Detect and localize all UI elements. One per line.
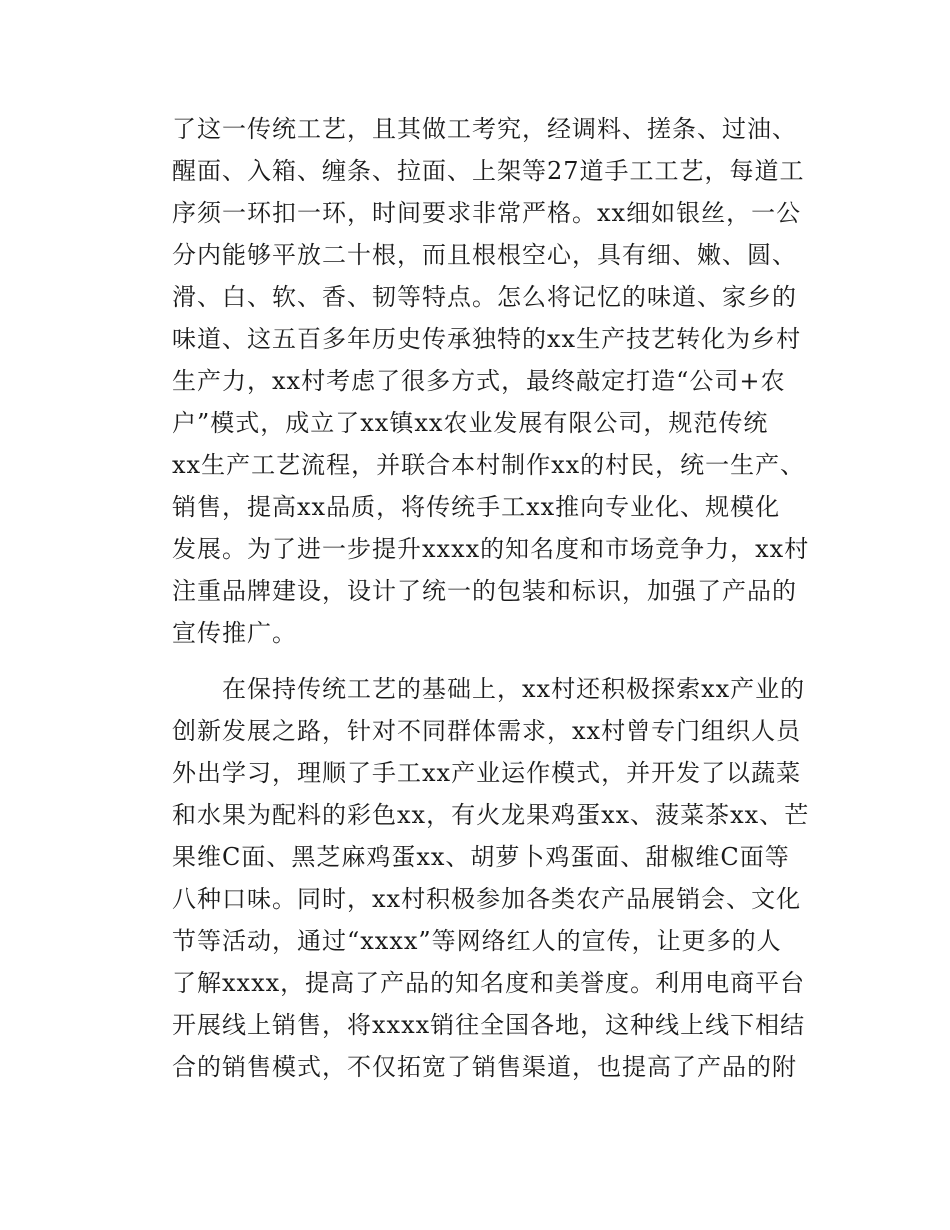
text-line: 发展。为了进一步提升xxxx的知名度和市场竞争力，xx村 — [172, 535, 810, 563]
text-line: 了这一传统工艺，且其做工考究，经调料、搓条、过油、 — [172, 115, 797, 143]
text-line: 销售，提高xx品质，将传统手工xx推向专业化、规模化 — [172, 493, 781, 521]
document-body — [172, 108, 812, 1088]
text-line: 创新发展之路，针对不同群体需求，xx村曾专门组织人员 — [172, 717, 802, 745]
text-line: 果维C面、黑芝麻鸡蛋xx、胡萝卜鸡蛋面、甜椒维C面等 — [172, 843, 790, 871]
text-line: xx生产工艺流程，并联合本村制作xx的村民，统一生产、 — [172, 451, 806, 479]
text-line: 户”模式，成立了xx镇xx农业发展有限公司，规范传统 — [172, 409, 769, 437]
text-line: 滑、白、软、香、韧等特点。怎么将记忆的味道、家乡的 — [172, 283, 797, 311]
text-line: 醒面、入箱、缠条、拉面、上架等27道手工工艺，每道工 — [172, 157, 805, 185]
text-line: 序须一环扣一环，时间要求非常严格。xx细如银丝，一公 — [172, 199, 802, 227]
paragraph-1 — [172, 108, 812, 654]
text-line: 在保持传统工艺的基础上，xx村还积极探索xx产业的 — [222, 675, 806, 703]
text-line: 注重品牌建设，设计了统一的包装和标识，加强了产品的 — [172, 577, 797, 605]
text-line: 节等活动，通过“xxxx”等网络红人的宣传，让更多的人 — [172, 927, 782, 955]
text-line: 分内能够平放二十根，而且根根空心，具有细、嫩、圆、 — [172, 241, 797, 269]
text-line: 生产力，xx村考虑了很多方式，最终敲定打造“公司+农 — [172, 367, 786, 395]
paragraph-spacer — [172, 654, 812, 668]
text-line: 宣传推广。 — [172, 619, 297, 647]
text-line: 合的销售模式，不仅拓宽了销售渠道，也提高了产品的附 — [172, 1053, 797, 1081]
text-line: 八种口味。同时，xx村积极参加各类农产品展销会、文化 — [172, 885, 802, 913]
text-line: 开展线上销售，将xxxx销往全国各地，这种线上线下相结 — [172, 1011, 806, 1039]
text-line: 和水果为配料的彩色xx，有火龙果鸡蛋xx、菠菜茶xx、芒 — [172, 801, 810, 829]
text-line: 味道、这五百多年历史传承独特的xx生产技艺转化为乡村 — [172, 325, 802, 353]
text-line: 外出学习，理顺了手工xx产业运作模式，并开发了以蔬菜 — [172, 759, 802, 787]
text-line: 了解xxxx，提高了产品的知名度和美誉度。利用电商平台 — [172, 969, 806, 997]
paragraph-2 — [172, 668, 812, 1088]
